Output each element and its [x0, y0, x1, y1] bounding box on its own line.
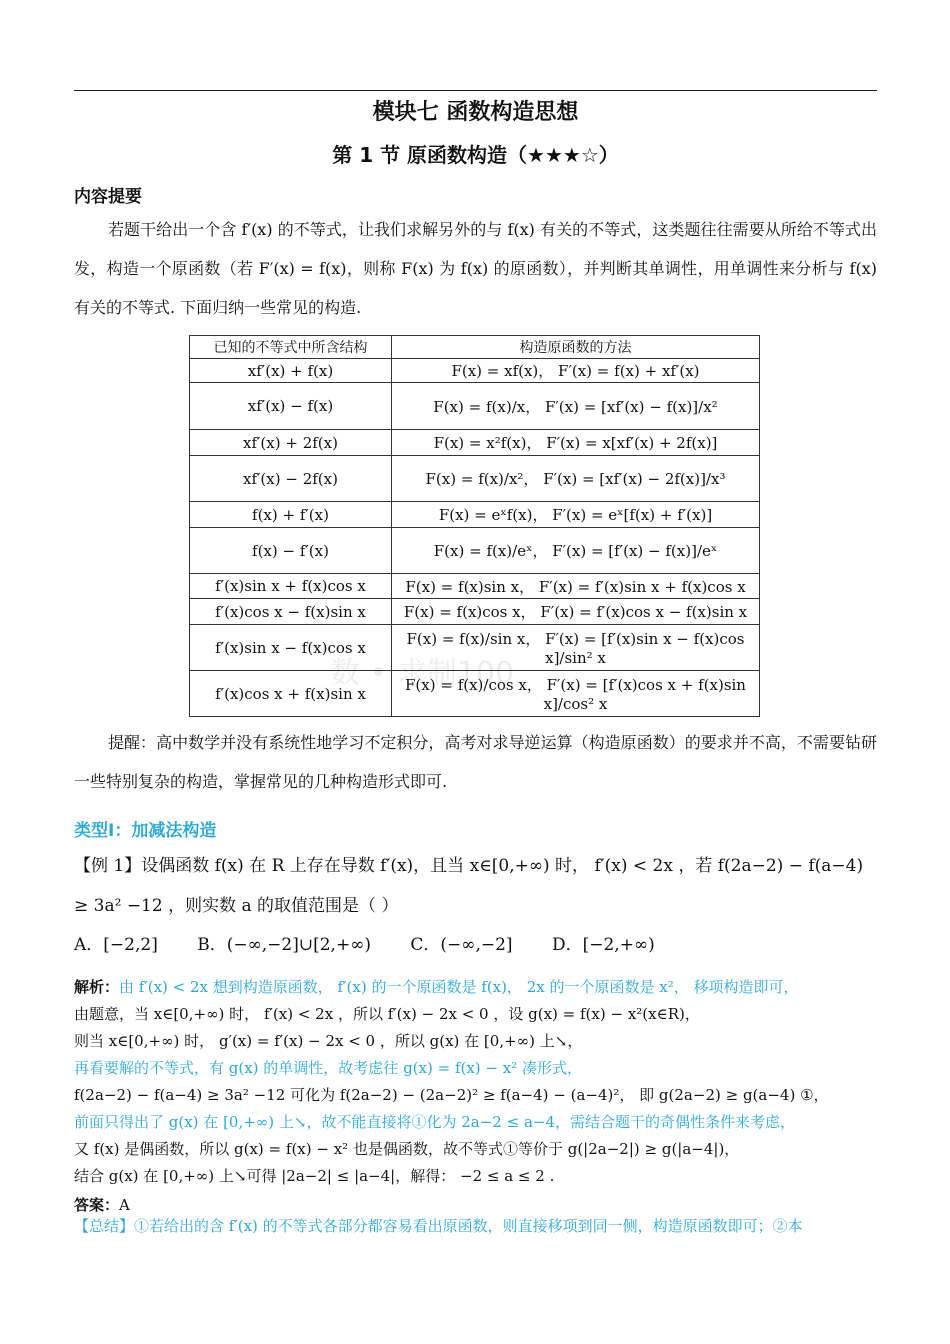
table-row	[190, 528, 760, 574]
option-c: C．(−∞,−2]	[410, 935, 513, 955]
intro-paragraph: 若题干给出一个含 f′(x) 的不等式，让我们求解另外的与 f(x) 有关的不等式，这类题往往需要从所给不等式出发，构造一个原函数（若 F′(x) = f(x)，则称 F(x) 为 f(x) 的原函数），并判断其单调性，用单调性来分析与 f(x) 有关的不等式. 下面归纳一些常见的构造.	[74, 220, 877, 317]
method-cell: F(x) = x²f(x)， F′(x) = x[xf′(x) + 2f(x)]	[392, 430, 760, 456]
answer	[74, 1194, 130, 1215]
structure-cell: f′(x)cos x + f(x)sin x	[190, 671, 392, 717]
method-cell: F(x) = eˣf(x)， F′(x) = eˣ[f(x) + f′(x)]	[392, 502, 760, 528]
method-cell: F(x) = xf(x)， F′(x) = f(x) + xf′(x)	[392, 359, 760, 383]
structure-cell: xf′(x) + f(x)	[190, 359, 392, 383]
method-cell: F(x) = f(x)cos x， F′(x) = f′(x)cos x − f(x)sin x	[392, 599, 760, 625]
option-d: D．[−2,+∞)	[551, 935, 655, 955]
type-title: 类型Ⅰ：加减法构造	[74, 821, 217, 841]
structure-cell: f′(x)sin x − f(x)cos x	[190, 625, 392, 671]
answer-label: 答案：	[74, 1196, 120, 1214]
analysis-line: 前面只得出了 g(x) 在 [0,+∞) 上↘，故不能直接将①化为 2a−2 ≤ a−4，需结合题干的奇偶性条件来考虑，	[74, 1113, 796, 1131]
example-question: 【例 1】设偶函数 f(x) 在 R 上存在导数 f′(x)，且当 x∈[0,+∞) 时， f′(x) < 2x ，若 f(2a−2) − f(a−4) ≥ 3a² −12 ，则实数 a 的取值范围是（ ）	[74, 856, 864, 916]
structure-cell: f(x) − f′(x)	[190, 528, 392, 574]
table-row	[190, 599, 760, 625]
method-cell: F(x) = f(x)sin x， F′(x) = f′(x)sin x + f(x)cos x	[392, 574, 760, 599]
structure-cell: f′(x)cos x − f(x)sin x	[190, 599, 392, 625]
analysis-line: 由 f′(x) < 2x 想到构造原函数， f′(x) 的一个原函数是 f(x)， 2x 的一个原函数是 x²， 移项构造即可，	[119, 978, 799, 996]
structure-cell: xf′(x) − f(x)	[190, 383, 392, 430]
table-row	[190, 574, 760, 599]
tip-paragraph: 提醒：高中数学并没有系统性地学习不定积分，高考对求导逆运算（构造原函数）的要求并不高，不需要钻研一些特别复杂的构造，掌握常见的几种构造形式即可.	[74, 733, 877, 791]
structure-cell: xf′(x) − 2f(x)	[190, 456, 392, 502]
watermark: 数 • 求制100	[330, 656, 515, 691]
top-rule	[74, 90, 877, 91]
summary: 【总结】①若给出的含 f′(x) 的不等式各部分都容易看出原函数，则直接移项到同一侧，构造原函数即可；②本	[74, 1217, 803, 1235]
content-summary-label: 内容提要	[74, 187, 142, 207]
table-row	[190, 456, 760, 502]
method-cell: F(x) = f(x)/eˣ， F′(x) = [f′(x) − f(x)]/eˣ	[392, 528, 760, 574]
structure-cell: f(x) + f′(x)	[190, 502, 392, 528]
table-row	[190, 625, 760, 671]
analysis-line: 结合 g(x) 在 [0,+∞) 上↘可得 |2a−2| ≤ |a−4|，解得： −2 ≤ a ≤ 2 .	[74, 1167, 555, 1185]
table-row	[190, 502, 760, 528]
analysis-label: 解析：	[74, 978, 120, 996]
analysis-line: 再看要解的不等式，有 g(x) 的单调性，故考虑往 g(x) = f(x) − x² 凑形式，	[74, 1059, 583, 1077]
table-row	[190, 671, 760, 717]
method-cell: F(x) = f(x)/cos x， F′(x) = [f′(x)cos x + f(x)sin x]/cos² x	[392, 671, 760, 717]
answer-options	[74, 930, 689, 955]
analysis-line: f(2a−2) − f(a−4) ≥ 3a² −12 可化为 f(2a−2) − (2a−2)² ≥ f(a−4) − (a−4)²， 即 g(2a−2) ≥ g(a−4) ①，	[74, 1086, 829, 1104]
analysis-line: 则当 x∈[0,+∞) 时， g′(x) = f′(x) − 2x < 0 ，所以 g(x) 在 [0,+∞) 上↘，	[74, 1032, 583, 1050]
option-b: B．(−∞,−2]∪[2,+∞)	[197, 935, 371, 955]
table-row	[190, 359, 760, 383]
method-cell: F(x) = f(x)/sin x， F′(x) = [f′(x)sin x − f(x)cos x]/sin² x	[392, 625, 760, 671]
table-header-row	[190, 336, 760, 359]
analysis-line: 又 f(x) 是偶函数，所以 g(x) = f(x) − x² 也是偶函数，故不等式①等价于 g(|2a−2|) ≥ g(|a−4|)，	[74, 1140, 740, 1158]
analysis-block	[74, 974, 877, 1190]
table-row	[190, 383, 760, 430]
structure-cell: xf′(x) + 2f(x)	[190, 430, 392, 456]
structure-cell: f′(x)sin x + f(x)cos x	[190, 574, 392, 599]
method-cell: F(x) = f(x)/x²， F′(x) = [xf′(x) − 2f(x)]/x³	[392, 456, 760, 502]
answer-value: A	[119, 1196, 130, 1214]
section-title: 第 1 节 原函数构造（★★★☆）	[332, 143, 619, 167]
module-title: 模块七 函数构造思想	[372, 100, 579, 125]
analysis-line: 由题意，当 x∈[0,+∞) 时， f′(x) < 2x ，所以 f′(x) − 2x < 0 ，设 g(x) = f(x) − x²(x∈R)，	[74, 1005, 700, 1023]
table-row	[190, 430, 760, 456]
method-cell: F(x) = f(x)/x， F′(x) = [xf′(x) − f(x)]/x²	[392, 383, 760, 430]
header-structure: 已知的不等式中所含结构	[190, 336, 392, 359]
option-a: A．[−2,2]	[74, 935, 158, 955]
construction-table	[189, 335, 760, 717]
header-method: 构造原函数的方法	[392, 336, 760, 359]
